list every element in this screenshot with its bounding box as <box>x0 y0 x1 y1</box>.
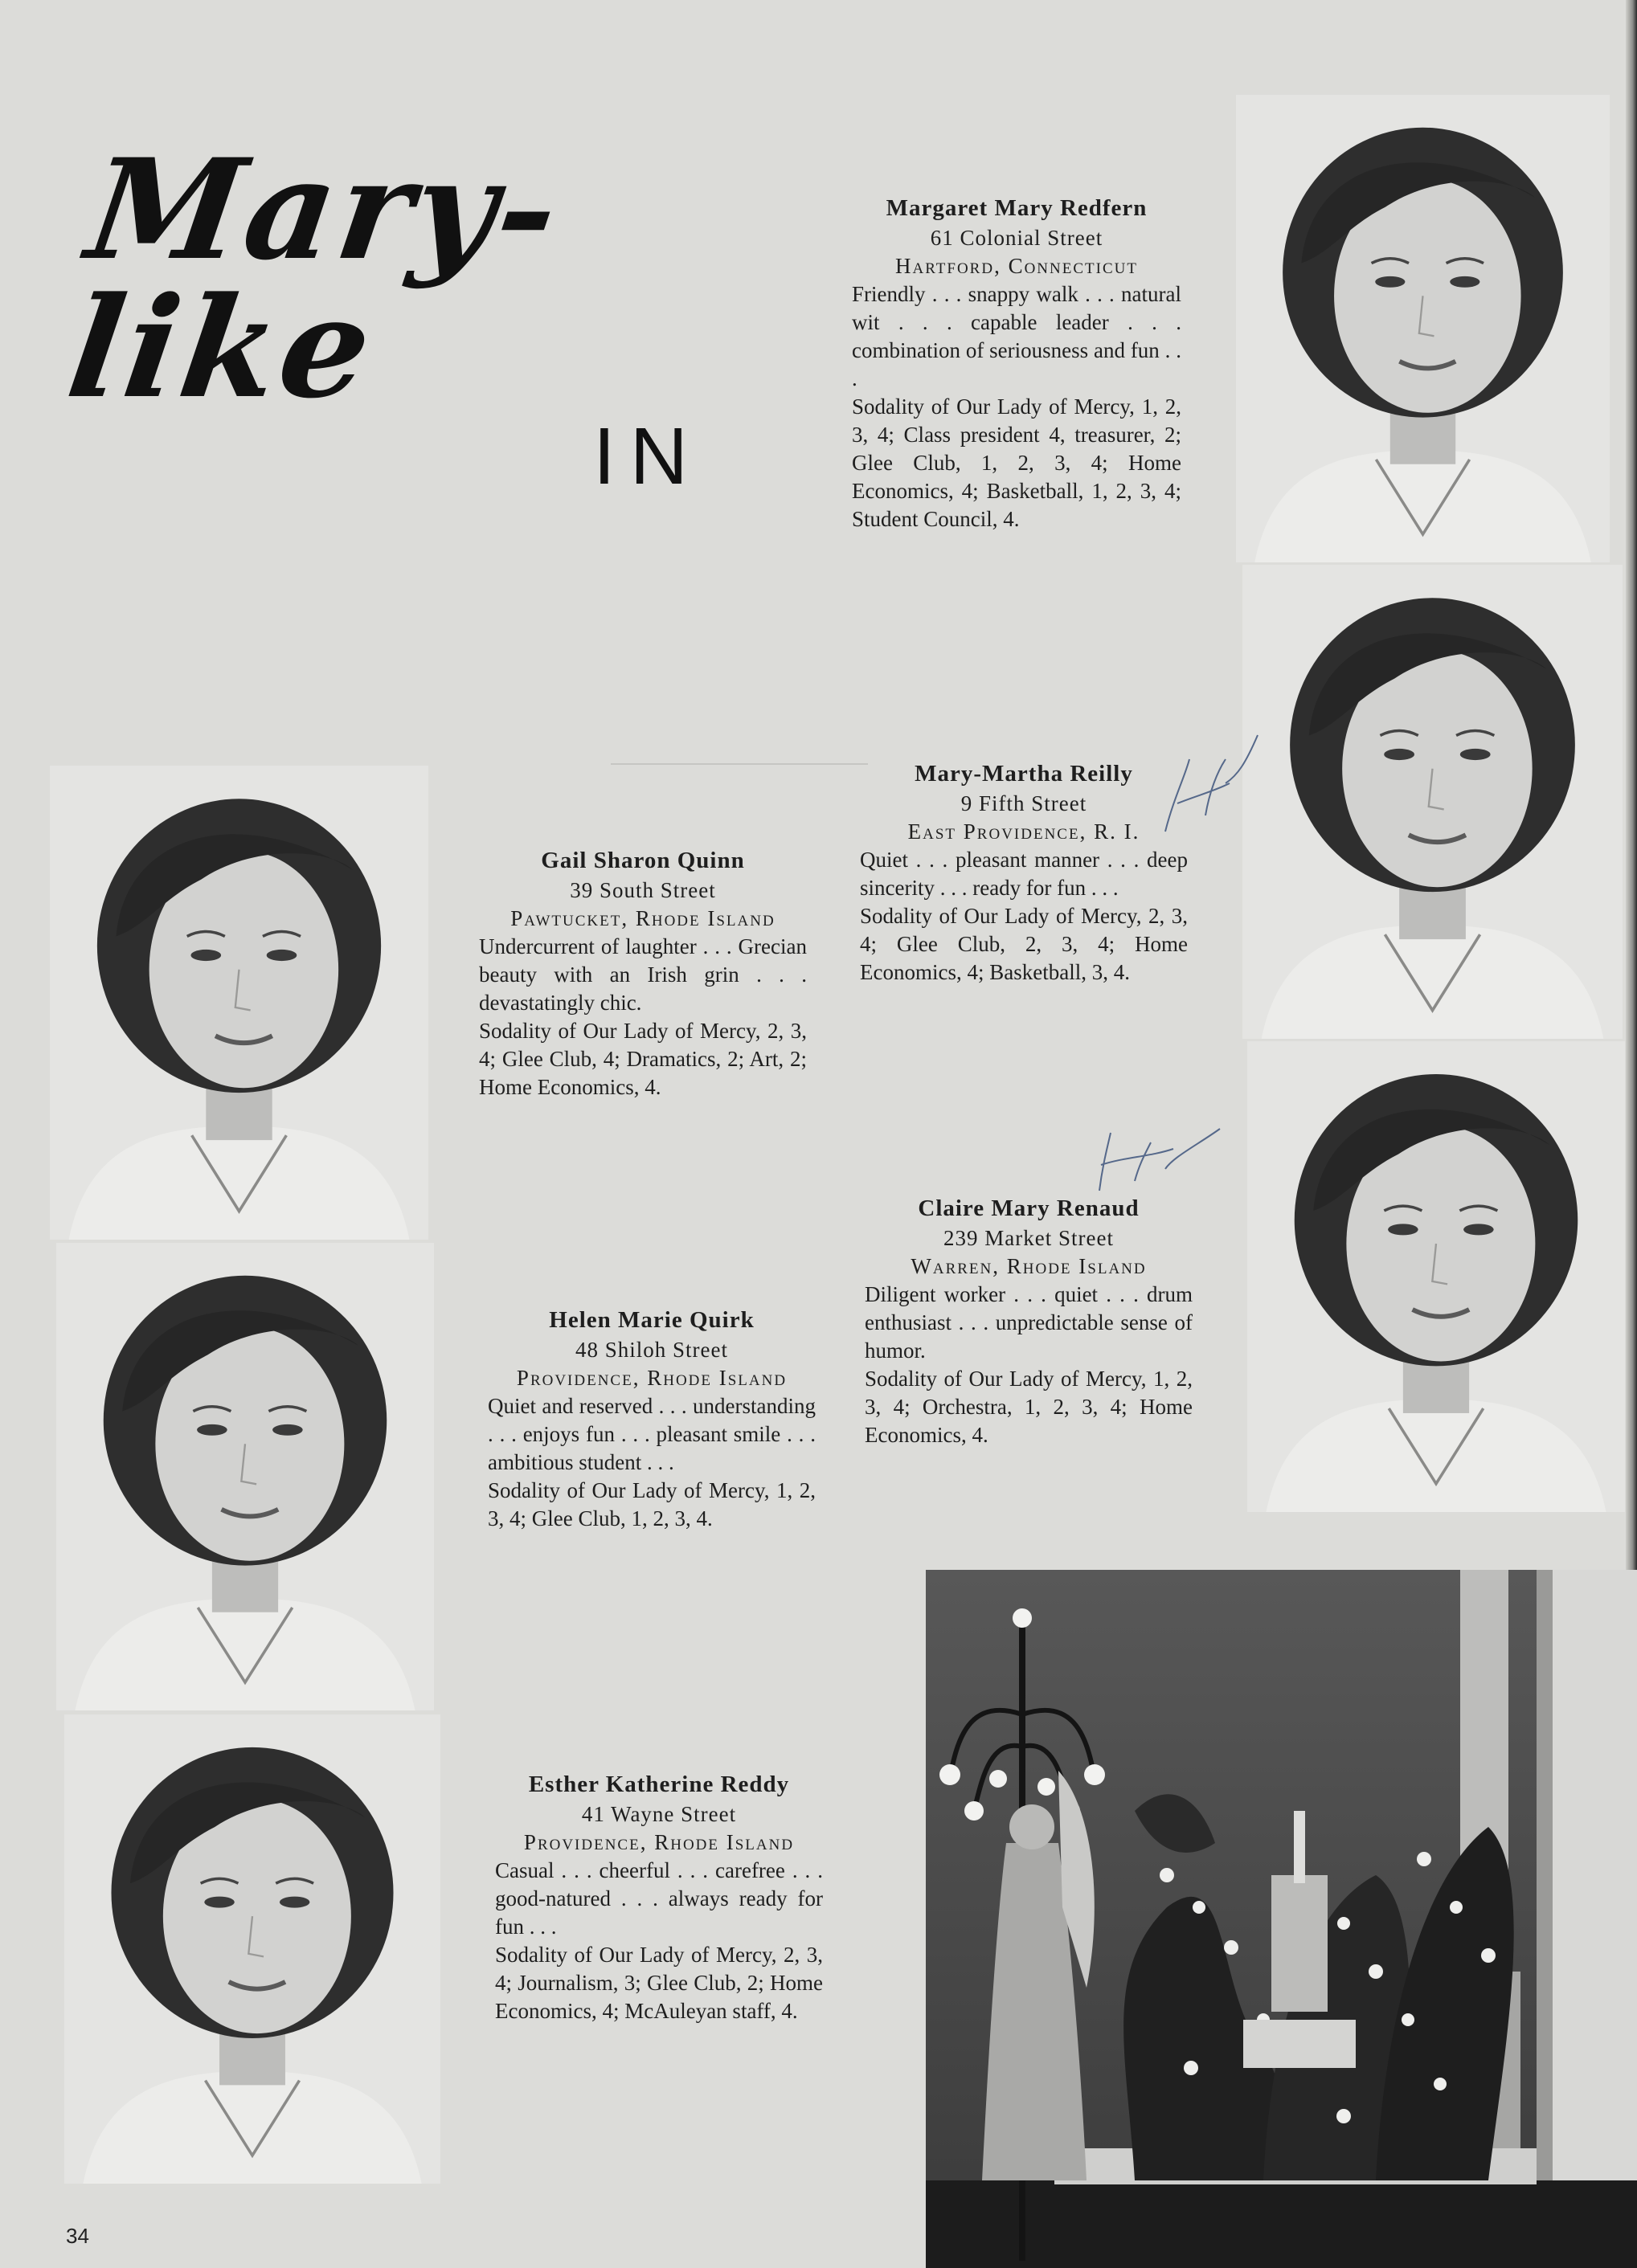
portrait-drawing <box>50 766 428 1240</box>
entry-redfern <box>852 194 1181 533</box>
student-activities: Sodality of Our Lady of Mercy, 2, 3, 4; Glee Club, 4; Dramatics, 2; Art, 2; Home Economics, 4. <box>479 1019 807 1099</box>
student-town: Hartford, Connecticut <box>895 254 1138 278</box>
student-address: 41 Wayne Street <box>581 1802 737 1826</box>
portrait-drawing <box>1236 95 1610 562</box>
entry-reddy <box>495 1771 823 2025</box>
portrait-reddy <box>64 1714 440 2184</box>
signature-renaud <box>1093 1125 1222 1197</box>
student-description: Undercurrent of laughter . . . Grecian beauty with an Irish grin . . . devastatingly chic. <box>479 934 807 1015</box>
student-town: East Providence, R. I. <box>907 819 1140 844</box>
student-town: Providence, Rhode Island <box>516 1366 788 1390</box>
student-address: 239 Market Street <box>943 1226 1114 1250</box>
student-activities: Sodality of Our Lady of Mercy, 1, 2, 3, 4; Glee Club, 1, 2, 3, 4. <box>488 1478 816 1530</box>
student-activities: Sodality of Our Lady of Mercy, 1, 2, 3, 4; Orchestra, 1, 2, 3, 4; Home Economics, 4. <box>865 1367 1193 1447</box>
student-address: 9 Fifth Street <box>960 791 1087 815</box>
student-description: Friendly . . . snappy walk . . . natural wit . . . capable leader . . . combination of seriousness and fun . . . <box>852 282 1181 390</box>
portrait-quirk <box>56 1243 434 1710</box>
student-description: Casual . . . cheerful . . . carefree . . . good-natured . . . always ready for fun . . . <box>495 1858 823 1939</box>
student-town: Pawtucket, Rhode Island <box>510 906 776 930</box>
student-activities: Sodality of Our Lady of Mercy, 2, 3, 4; Journalism, 3; Glee Club, 2; Home Economics, 4; McAuleyan staff, 4. <box>495 1943 823 2023</box>
student-name: Mary-Martha Reilly <box>915 761 1133 787</box>
signature-reilly <box>1149 727 1262 840</box>
student-town: Providence, Rhode Island <box>523 1830 795 1854</box>
student-description: Quiet and reserved . . . understanding . . . enjoys fun . . . pleasant smile . . . ambitious student . . . <box>488 1394 816 1474</box>
student-name: Helen Marie Quirk <box>549 1307 755 1333</box>
portrait-reilly <box>1242 565 1623 1039</box>
student-description: Diligent worker . . . quiet . . . drum enthusiast . . . unpredictable sense of humor. <box>865 1282 1193 1363</box>
student-address: 61 Colonial Street <box>930 226 1103 250</box>
student-town: Warren, Rhode Island <box>911 1254 1147 1278</box>
student-address: 48 Shiloh Street <box>575 1338 728 1362</box>
student-name: Claire Mary Renaud <box>918 1195 1140 1221</box>
entry-quirk <box>488 1306 816 1533</box>
portrait-drawing <box>56 1243 434 1710</box>
student-name: Gail Sharon Quinn <box>541 848 745 873</box>
student-address: 39 South Street <box>570 878 716 902</box>
portrait-renaud <box>1247 1041 1625 1512</box>
student-name: Esther Katherine Reddy <box>528 1771 790 1797</box>
portrait-drawing <box>1242 565 1623 1039</box>
altar-photo <box>926 1570 1637 2268</box>
title-continuation: IN <box>593 411 702 501</box>
student-name: Margaret Mary Redfern <box>886 195 1148 221</box>
student-activities: Sodality of Our Lady of Mercy, 2, 3, 4; Glee Club, 2, 3, 4; Home Economics, 4; Basketball, 3, 4. <box>860 904 1188 984</box>
entry-renaud <box>865 1195 1193 1449</box>
student-activities: Sodality of Our Lady of Mercy, 1, 2, 3, 4; Class president 4, treasurer, 2; Glee Club, 1, 2, 3, 4; Home Economics, 4; Basketball, 1, 2, 3, 4; Student Council, 4. <box>852 394 1181 531</box>
entry-quinn <box>479 847 807 1101</box>
faint-rule <box>611 763 868 765</box>
page-number: 34 <box>66 2224 89 2248</box>
portrait-quinn <box>50 766 428 1240</box>
portrait-drawing <box>1247 1041 1625 1512</box>
portrait-redfern <box>1236 95 1610 562</box>
portrait-drawing <box>64 1714 440 2184</box>
entry-reilly <box>860 760 1188 987</box>
student-description: Quiet . . . pleasant manner . . . deep sincerity . . . ready for fun . . . <box>860 848 1188 900</box>
page-title: Mary-like <box>59 128 571 429</box>
altar-photo-drawing <box>926 1570 1637 2268</box>
